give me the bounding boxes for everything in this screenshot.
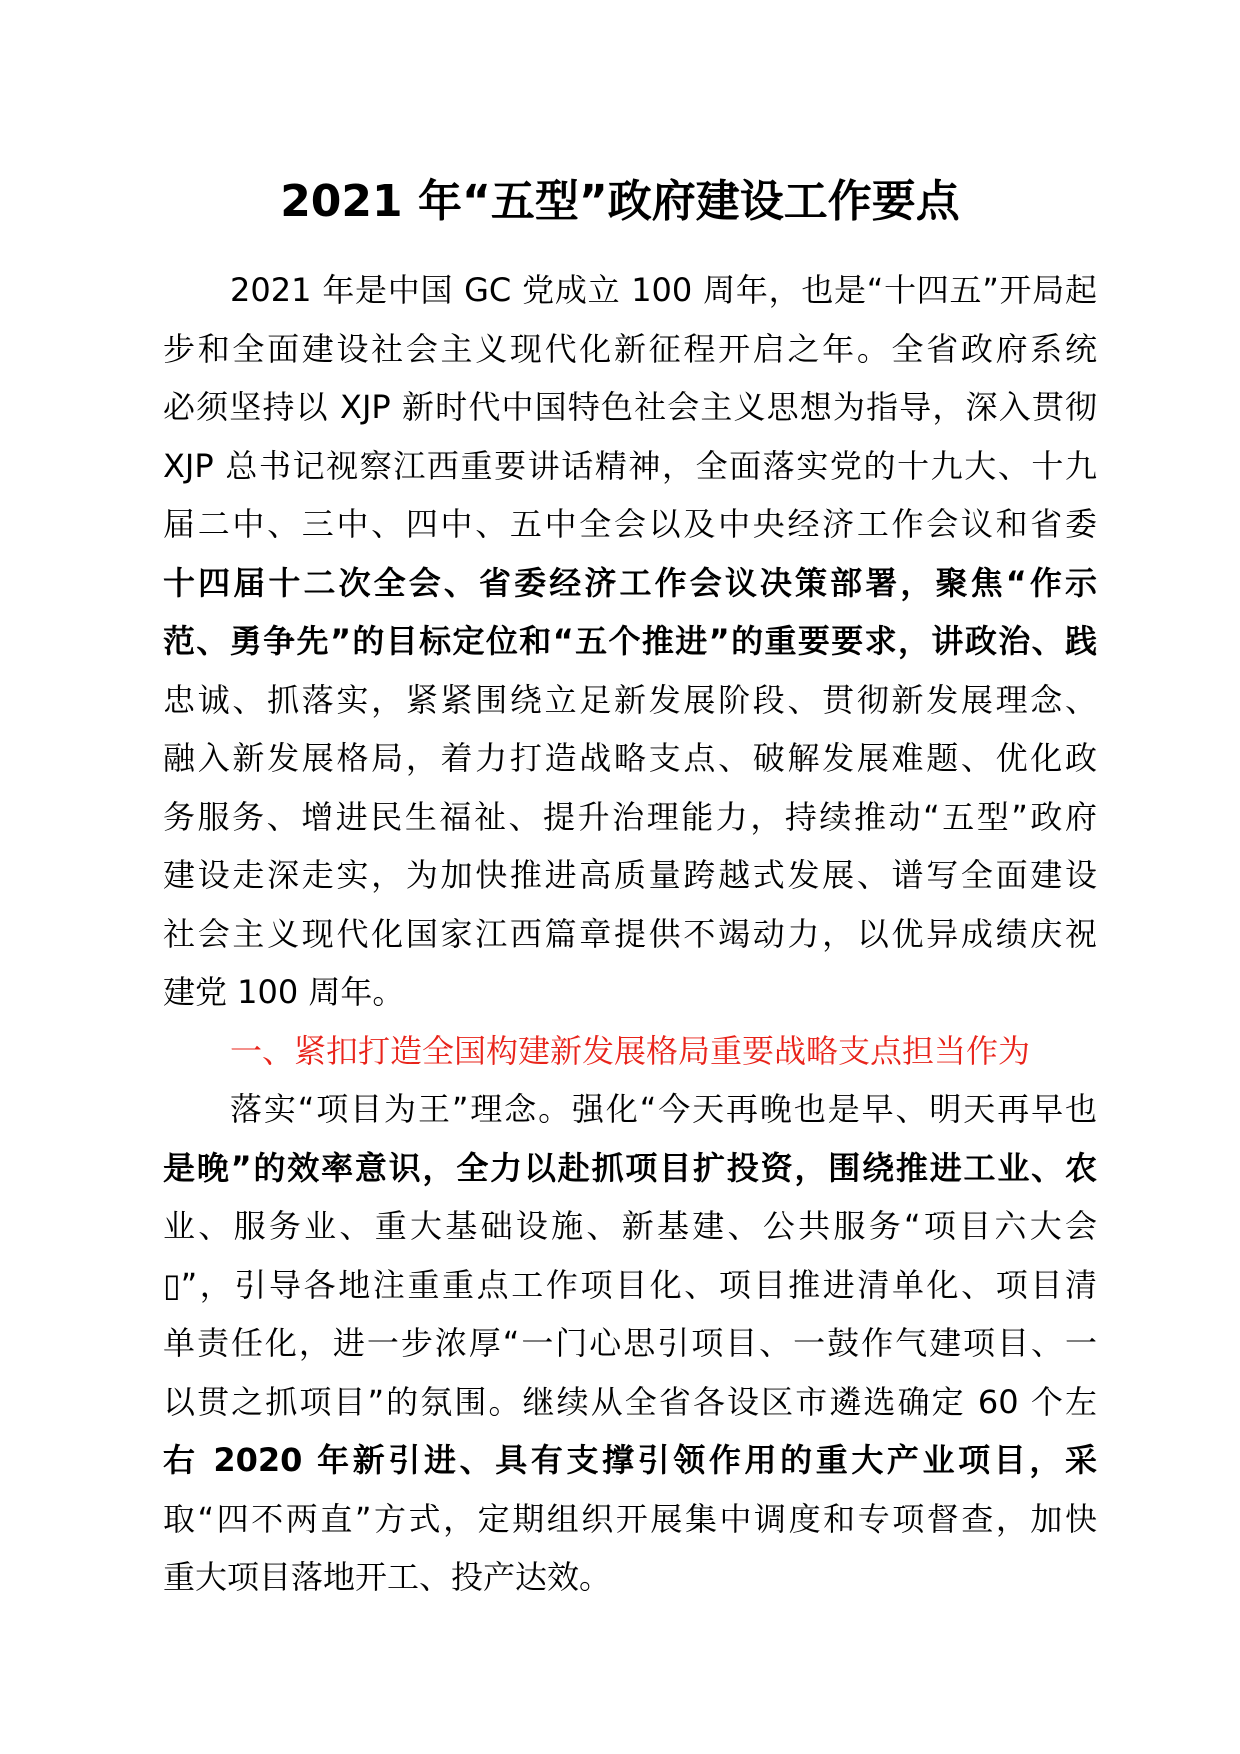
text-line: ▯”，引导各地注重重点工作项目化、项目推进清单化、项目清 [163, 1265, 1097, 1304]
text-line: 必须坚持以 XJP 新时代中国特色社会主义思想为指导，深入贯彻 [163, 388, 1097, 426]
text-line: 建党 100 周年。 [163, 973, 405, 1011]
text-line: 以贯之抓项目”的氛围。继续从全省各设区市遴选确定 60 个左 [163, 1382, 1097, 1421]
text-line: 右 2020 年新引进、具有支撑引领作用的重大产业项目，采 [163, 1441, 1097, 1479]
text-line: 社会主义现代化国家江西篇章提供不竭动力，以优异成绩庆祝 [163, 914, 1097, 953]
text-line: 业、服务业、重大基础设施、新基建、公共服务“项目六大会 [163, 1207, 1097, 1245]
page-title: 2021 年“五型”政府建设工作要点 [280, 176, 960, 227]
text-line: 取“四不两直”方式，定期组织开展集中调度和专项督查，加快 [163, 1499, 1097, 1538]
text-line: 范、勇争先”的目标定位和“五个推进”的重要要求，讲政治、践 [163, 622, 1097, 660]
text-line: XJP 总书记视察江西重要讲话精神，全面落实党的十九大、十九 [163, 446, 1097, 485]
text-line: 是晚”的效率意识，全力以赴抓项目扩投资，围绕推进工业、农 [163, 1148, 1097, 1187]
text-line: 务服务、增进民生福祉、提升治理能力，持续推动“五型”政府 [163, 797, 1097, 836]
text-line: 步和全面建设社会主义现代化新征程开启之年。全省政府系统 [163, 329, 1097, 368]
text-line: 建设走深走实，为加快推进高质量跨越式发展、谱写全面建设 [163, 856, 1097, 894]
document-body [163, 261, 1097, 1607]
text-line: 重大项目落地开工、投产达效。 [163, 1558, 612, 1596]
text-line: 落实“项目为王”理念。强化“今天再晚也是早、明天再早也 [230, 1090, 1097, 1128]
text-line: 2021 年是中国 GC 党成立 100 周年，也是“十四五”开局起 [230, 271, 1097, 309]
text-line: 届二中、三中、四中、五中全会以及中央经济工作会议和省委 [163, 505, 1097, 543]
text-line: 忠诚、抓落实，紧紧围绕立足新发展阶段、贯彻新发展理念、 [163, 680, 1097, 719]
section-paragraph [163, 1080, 1097, 1607]
intro-paragraph [163, 261, 1097, 1022]
text-line: 十四届十二次全会、省委经济工作会议决策部署，聚焦“作示 [163, 563, 1097, 602]
text-line: 单责任化，进一步浓厚“一门心思引项目、一鼓作气建项目、一 [163, 1324, 1097, 1362]
section-heading: 一、紧扣打造全国构建新发展格局重要战略支点担当作为 [230, 1031, 1031, 1070]
text-line: 融入新发展格局，着力打造战略支点、破解发展难题、优化政 [163, 739, 1097, 777]
